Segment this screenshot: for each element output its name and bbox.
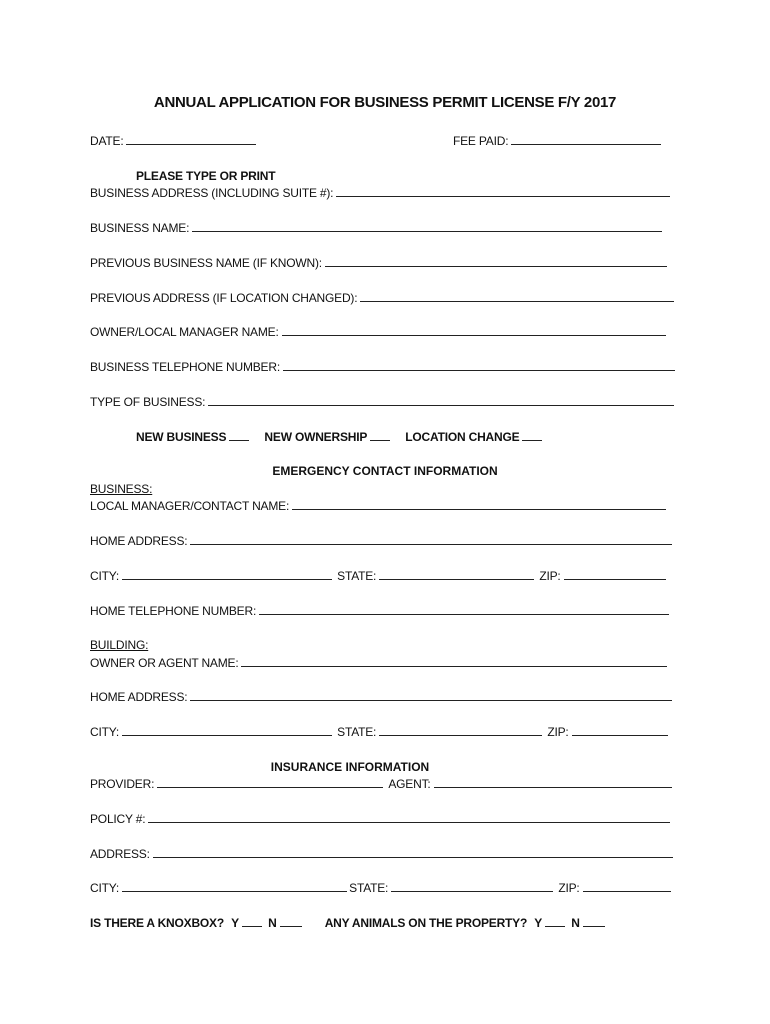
local-contact-label: LOCAL MANAGER/CONTACT NAME: (90, 499, 290, 513)
type-of-business-row (90, 395, 674, 409)
home-phone-row (90, 604, 669, 618)
business-subheading: BUSINESS: (90, 482, 153, 496)
change-type-row (136, 430, 542, 444)
knoxbox-yes-field[interactable] (242, 916, 262, 927)
fee-field[interactable] (511, 134, 661, 145)
owner-agent-row (90, 656, 667, 670)
animals-no-field[interactable] (583, 916, 605, 927)
insurance-city-state-zip-row (90, 881, 671, 895)
animals-yes-label: Y (534, 916, 543, 930)
insurance-address-label: ADDRESS: (90, 847, 150, 861)
previous-business-name-field[interactable] (325, 256, 667, 267)
insurance-state-label: STATE: (349, 881, 389, 895)
zip-field[interactable] (564, 569, 666, 580)
home-phone-label: HOME TELEPHONE NUMBER: (90, 604, 257, 618)
home-address-row (90, 534, 672, 548)
insurance-address-row (90, 847, 673, 861)
policy-row (90, 812, 670, 826)
location-change-label: LOCATION CHANGE (405, 430, 520, 444)
business-name-field[interactable] (192, 221, 662, 232)
owner-manager-label: OWNER/LOCAL MANAGER NAME: (90, 325, 279, 339)
emergency-contact-heading: EMERGENCY CONTACT INFORMATION (272, 464, 498, 478)
business-phone-field[interactable] (283, 360, 675, 371)
date-label: DATE: (90, 134, 124, 148)
knoxbox-label: IS THERE A KNOXBOX? (90, 916, 224, 930)
fee-row (453, 134, 661, 148)
building-subheading: BUILDING: (90, 638, 149, 652)
business-name-label: BUSINESS NAME: (90, 221, 190, 235)
insurance-city-label: CITY: (90, 881, 120, 895)
building-state-label: STATE: (337, 725, 377, 739)
building-city-field[interactable] (122, 725, 332, 736)
date-row (90, 134, 256, 148)
new-ownership-checkbox[interactable] (370, 430, 390, 441)
animals-no-label: N (571, 916, 580, 930)
form-title: ANNUAL APPLICATION FOR BUSINESS PERMIT LICENSE F/Y 2017 (153, 94, 617, 111)
knoxbox-yes-label: Y (231, 916, 239, 930)
animals-yes-field[interactable] (545, 916, 565, 927)
building-home-address-field[interactable] (190, 690, 672, 701)
business-phone-row (90, 360, 675, 374)
zip-label: ZIP: (539, 569, 561, 583)
owner-agent-field[interactable] (241, 656, 667, 667)
knoxbox-no-field[interactable] (280, 916, 302, 927)
building-home-address-row (90, 690, 672, 704)
local-contact-row (90, 499, 666, 513)
new-ownership-label: NEW OWNERSHIP (264, 430, 368, 444)
state-label: STATE: (337, 569, 377, 583)
type-of-business-field[interactable] (208, 395, 674, 406)
date-field[interactable] (126, 134, 256, 145)
previous-business-name-row (90, 256, 667, 270)
policy-field[interactable] (148, 812, 670, 823)
previous-address-row (90, 291, 674, 305)
owner-manager-row (90, 325, 666, 339)
knoxbox-no-label: N (268, 916, 277, 930)
business-phone-label: BUSINESS TELEPHONE NUMBER: (90, 360, 280, 374)
home-phone-field[interactable] (259, 604, 669, 615)
new-business-checkbox[interactable] (229, 430, 249, 441)
building-zip-field[interactable] (572, 725, 668, 736)
city-field[interactable] (122, 569, 332, 580)
building-city-state-zip-row (90, 725, 668, 739)
provider-field[interactable] (157, 777, 383, 788)
provider-agent-row (90, 777, 672, 791)
building-state-field[interactable] (379, 725, 542, 736)
city-state-zip-row (90, 569, 666, 583)
owner-agent-label: OWNER OR AGENT NAME: (90, 656, 239, 670)
insurance-zip-label: ZIP: (558, 881, 580, 895)
provider-label: PROVIDER: (90, 777, 155, 791)
previous-business-name-label: PREVIOUS BUSINESS NAME (IF KNOWN): (90, 256, 322, 270)
insurance-heading: INSURANCE INFORMATION (270, 760, 430, 774)
new-business-label: NEW BUSINESS (136, 430, 227, 444)
business-address-field[interactable] (336, 186, 670, 197)
knoxbox-animals-row (90, 916, 605, 930)
previous-address-label: PREVIOUS ADDRESS (IF LOCATION CHANGED): (90, 291, 358, 305)
home-address-field[interactable] (190, 534, 672, 545)
building-home-address-label: HOME ADDRESS: (90, 690, 188, 704)
building-city-label: CITY: (90, 725, 120, 739)
insurance-address-field[interactable] (153, 847, 673, 858)
fee-label: FEE PAID: (453, 134, 509, 148)
policy-label: POLICY #: (90, 812, 146, 826)
agent-field[interactable] (434, 777, 672, 788)
insurance-state-field[interactable] (391, 881, 553, 892)
type-or-print-note: PLEASE TYPE OR PRINT (136, 169, 276, 183)
agent-label: AGENT: (388, 777, 431, 791)
insurance-city-field[interactable] (122, 881, 347, 892)
previous-address-field[interactable] (360, 291, 674, 302)
state-field[interactable] (379, 569, 534, 580)
home-address-label: HOME ADDRESS: (90, 534, 188, 548)
business-name-row (90, 221, 662, 235)
business-address-row (90, 186, 670, 200)
owner-manager-field[interactable] (282, 325, 666, 336)
type-of-business-label: TYPE OF BUSINESS: (90, 395, 206, 409)
building-zip-label: ZIP: (547, 725, 569, 739)
animals-label: ANY ANIMALS ON THE PROPERTY? (324, 916, 528, 930)
location-change-checkbox[interactable] (522, 430, 542, 441)
city-label: CITY: (90, 569, 120, 583)
business-address-label: BUSINESS ADDRESS (INCLUDING SUITE #): (90, 186, 334, 200)
insurance-zip-field[interactable] (583, 881, 671, 892)
local-contact-field[interactable] (292, 499, 666, 510)
